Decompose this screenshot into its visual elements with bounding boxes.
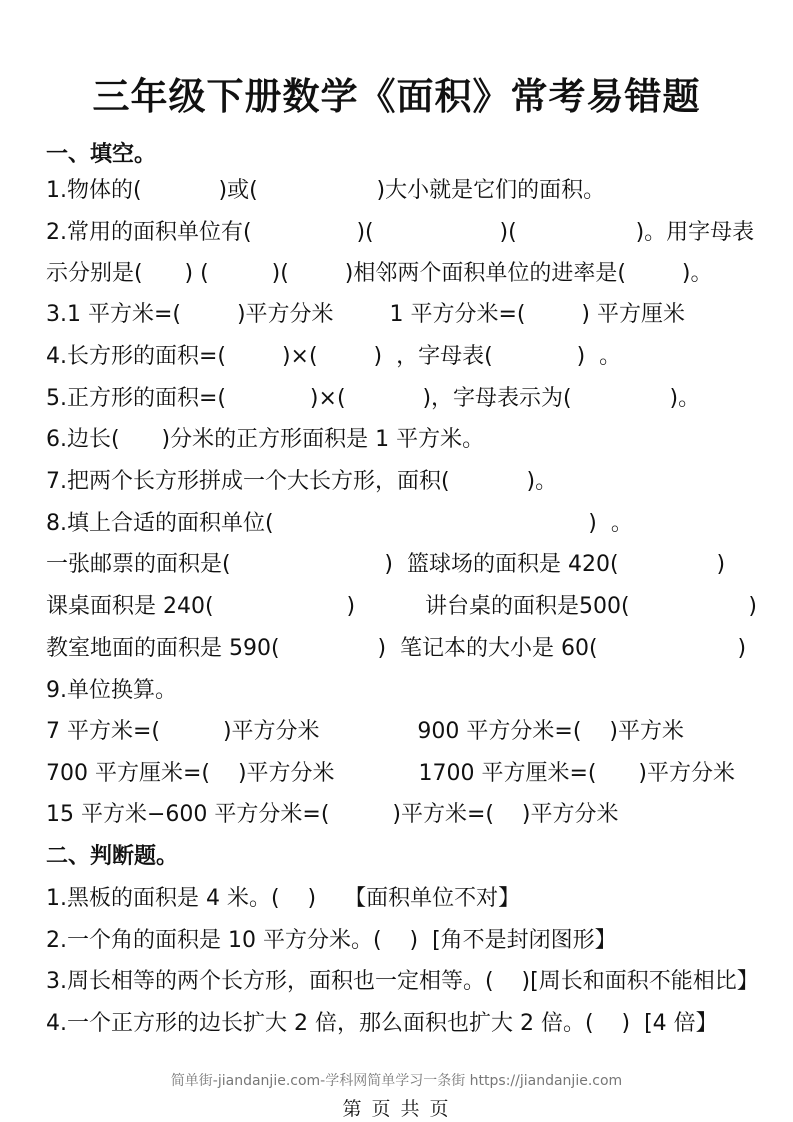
question-8-item-a: 一张邮票的面积是( ) 篮球场的面积是 420( ) — [46, 552, 726, 577]
question-6: 6.边长( )分米的正方形面积是 1 平方米。 — [46, 427, 485, 452]
judgment-3: 3.周长相等的两个长方形，面积也一定相等。( )[周长和面积不能相比】 — [46, 969, 759, 994]
question-1: 1.物体的( )或( )大小就是它们的面积。 — [46, 178, 606, 203]
question-2-line-2: 示分别是( ) ( )( )相邻两个面积单位的进率是( )。 — [46, 261, 713, 286]
question-2-line-1: 2.常用的面积单位有( )( )( )。用字母表 — [46, 220, 755, 245]
judgment-4: 4.一个正方形的边长扩大 2 倍，那么面积也扩大 2 倍。( ) [4 倍】 — [46, 1011, 718, 1036]
question-9-item-a: 7 平方米=( )平方分米 900 平方分米=( )平方米 — [46, 719, 684, 744]
question-4: 4.长方形的面积=( )×( ) ，字母表( ) 。 — [46, 344, 622, 369]
judgment-2: 2.一个角的面积是 10 平方分米。( ) [角不是封闭图形】 — [46, 928, 617, 953]
question-7: 7.把两个长方形拼成一个大长方形，面积( )。 — [46, 469, 558, 494]
question-9-item-b: 700 平方厘米=( )平方分米 1700 平方厘米=( )平方分米 — [46, 761, 736, 786]
question-8-item-c: 教室地面的面积是 590( ) 笔记本的大小是 60( ) — [46, 636, 747, 661]
section-heading-true-false: 二、判断题。 — [46, 844, 179, 869]
section-heading-fill-in: 一、填空。 — [46, 142, 157, 167]
question-8-item-b: 课桌面积是 240( ) 讲台桌的面积是500( ) — [46, 594, 757, 619]
page-title: 三年级下册数学《面积》常考易错题 — [92, 75, 701, 118]
footer-page-number: 第 页 共 页 — [342, 1098, 451, 1120]
question-3: 3.1 平方米=( )平方分米 1 平方分米=( ) 平方厘米 — [46, 302, 686, 327]
judgment-1: 1.黑板的面积是 4 米。( ) 【面积单位不对】 — [46, 886, 521, 911]
footer-site-text: 简单街-jiandanjie.com-学科网简单学习一条街 https://jiandanjie.com — [170, 1073, 623, 1089]
question-9-item-c: 15 平方米−600 平方分米=( )平方米=( )平方分米 — [46, 802, 619, 827]
question-8: 8.填上合适的面积单位( ) 。 — [46, 511, 633, 536]
question-9: 9.单位换算。 — [46, 678, 177, 703]
question-5: 5.正方形的面积=( )×( )，字母表示为( )。 — [46, 386, 701, 411]
